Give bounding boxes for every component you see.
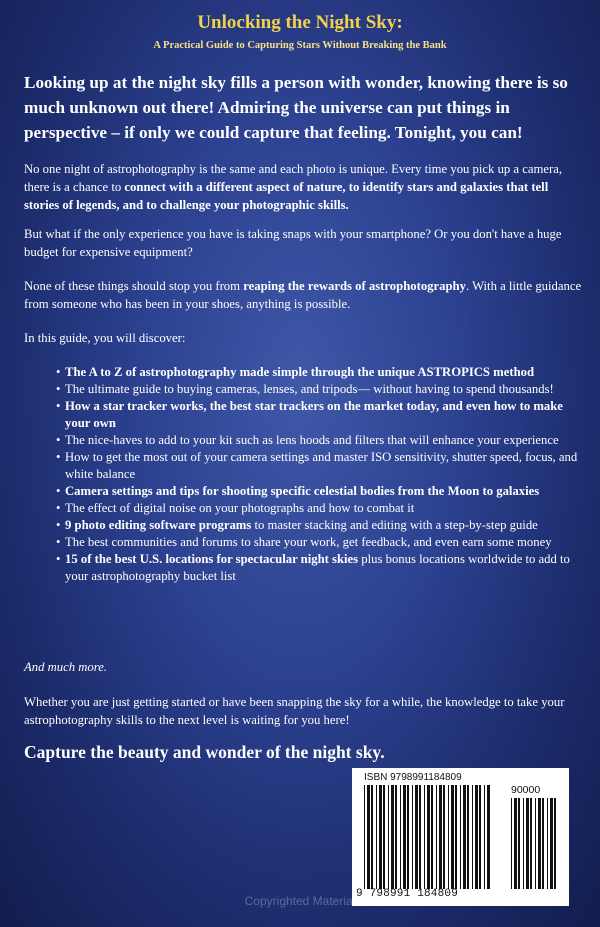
- and-much-more: And much more.: [24, 660, 108, 674]
- barcode-bar: [511, 798, 512, 889]
- barcode-bar: [463, 785, 466, 889]
- barcode-bar: [514, 798, 517, 889]
- barcode-bar: [518, 798, 520, 889]
- barcode-bar: [455, 785, 457, 889]
- barcode-bar: [467, 785, 469, 889]
- list-item: • The ultimate guide to buying cameras, lenses, and tripods— without having to spend thousands!: [56, 381, 578, 398]
- list-item: • The A to Z of astrophotography made simple through the unique ASTROPICS method: [56, 364, 578, 381]
- barcode-bar: [403, 785, 406, 889]
- barcode-bar: [427, 785, 430, 889]
- barcode-bar: [367, 785, 370, 889]
- list-item: • The best communities and forums to share your work, get feedback, and even earn some money: [56, 534, 578, 551]
- closing-paragraph: Whether you are just getting started or have been snapping the sky for a while, the knowledge to take your astrophotography skills to the next level is waiting for you here!: [24, 695, 565, 727]
- barcode-bar: [412, 785, 413, 889]
- barcode-bar: [391, 785, 394, 889]
- rewards-paragraph: None of these things should stop you from reaping the rewards of astrophotography. With a little guidance from someone who has been in your shoes, anything is possible.: [24, 279, 582, 311]
- book-title: Unlocking the Night Sky:: [197, 12, 403, 33]
- barcode-bar: [407, 785, 409, 889]
- barcode-bar: [538, 798, 541, 889]
- barcode-bar: [395, 785, 397, 889]
- barcode-bar: [523, 798, 524, 889]
- barcode-bar: [436, 785, 437, 889]
- barcode-bar: [479, 785, 481, 889]
- intro-paragraph: No one night of astrophotography is the same and each photo is unique. Every time you pick up a camera, there is a chance to connect with a different aspect of nature, to identify stars and galaxies that tell stories of legends, and to challenge your photographic skills.: [24, 162, 563, 212]
- barcode-bar: [475, 785, 478, 889]
- barcode-bar: [547, 798, 548, 889]
- barcode-bar: [364, 785, 365, 889]
- barcode-bar: [443, 785, 445, 889]
- barcode-bars: [364, 785, 492, 889]
- discover-lead: In this guide, you will discover:: [24, 331, 186, 345]
- list-item: • The nice-haves to add to your kit such as lens hoods and filters that will enhance your experience: [56, 432, 578, 449]
- barcode-bar: [439, 785, 442, 889]
- barcode-bar: [526, 798, 529, 889]
- feature-list: [56, 364, 578, 585]
- barcode-bar: [371, 785, 373, 889]
- barcode-bar: [554, 798, 556, 889]
- barcode-bar: [484, 785, 485, 889]
- closing-tagline: Capture the beauty and wonder of the night sky.: [24, 742, 385, 762]
- price-code: 90000: [511, 784, 541, 796]
- barcode-bar: [379, 785, 382, 889]
- isbn-digits: 9 798991 184809: [356, 888, 459, 900]
- isbn-label: ISBN 9798991184809: [364, 772, 462, 783]
- barcode-bar: [419, 785, 421, 889]
- barcode-bar: [376, 785, 377, 889]
- barcode-bar: [472, 785, 473, 889]
- book-subtitle: A Practical Guide to Capturing Stars Without Breaking the Bank: [153, 40, 447, 51]
- list-item: • 9 photo editing software programs to master stacking and editing with a step-by-step guide: [56, 517, 578, 534]
- barcode-bar: [383, 785, 385, 889]
- hook-paragraph: Looking up at the night sky fills a person with wonder, knowing there is so much unknown out there! Admiring the universe can put things in perspective – if only we could capture that feeling. Tonight, you can!: [24, 73, 568, 142]
- list-item: • How to get the most out of your camera settings and master ISO sensitivity, shutter speed, focus, and white balance: [56, 449, 578, 483]
- question-paragraph: But what if the only experience you have is taking snaps with your smartphone? Or you don't have a huge budget for expensive equipment?: [24, 227, 562, 259]
- list-item: • 15 of the best U.S. locations for spectacular night skies plus bonus locations worldwide to add to your astrophotography bucket list: [56, 551, 578, 585]
- barcode-bar: [542, 798, 544, 889]
- list-item: • The effect of digital noise on your photographs and how to combat it: [56, 500, 578, 517]
- barcode-bar: [415, 785, 418, 889]
- barcode-bar: [550, 798, 553, 889]
- barcode-bar: [535, 798, 536, 889]
- barcode-bar: [431, 785, 433, 889]
- copyright-watermark: Copyrighted Material: [244, 894, 356, 908]
- barcode-bar: [460, 785, 461, 889]
- barcode-bar: [448, 785, 449, 889]
- barcode-bar: [388, 785, 389, 889]
- list-item: • How a star tracker works, the best star trackers on the market today, and even how to make your own: [56, 398, 578, 432]
- barcode-bar: [424, 785, 425, 889]
- barcode-bar: [487, 785, 490, 889]
- barcode-bar: [451, 785, 454, 889]
- list-item: • Camera settings and tips for shooting specific celestial bodies from the Moon to galaxies: [56, 483, 578, 500]
- price-barcode-bars: [511, 798, 559, 889]
- isbn-barcode: [352, 768, 569, 906]
- barcode-bar: [400, 785, 401, 889]
- barcode-bar: [530, 798, 532, 889]
